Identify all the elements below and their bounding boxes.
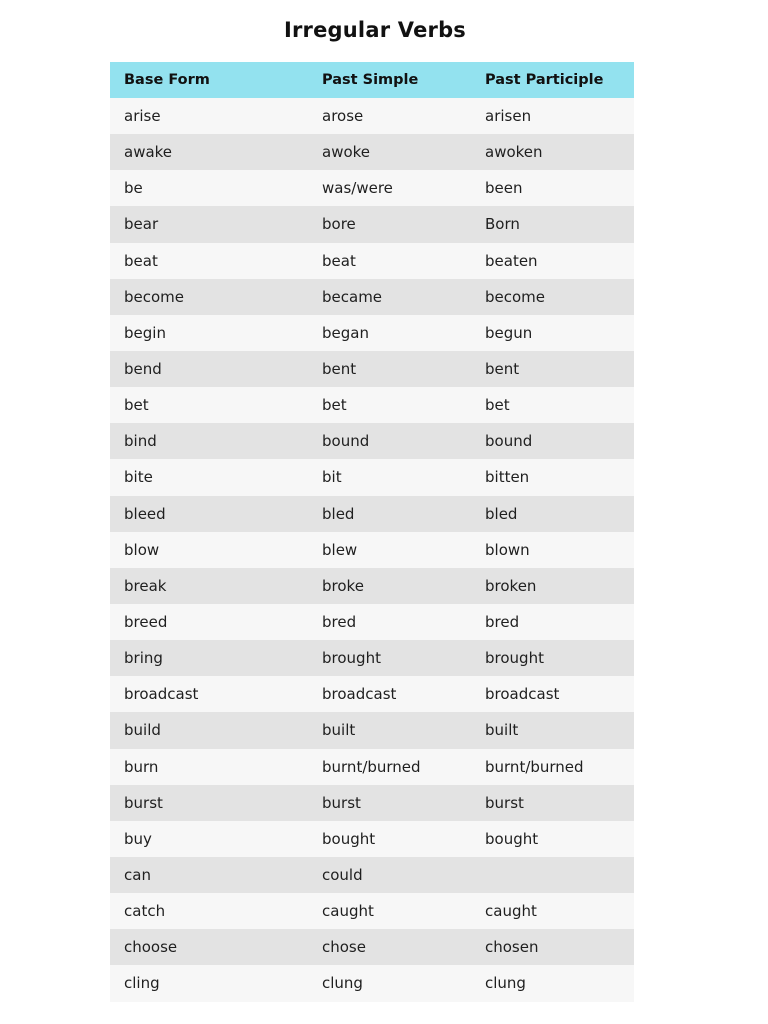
cell-base-form: be bbox=[110, 170, 308, 206]
cell-past-simple: could bbox=[308, 857, 471, 893]
cell-base-form: blow bbox=[110, 532, 308, 568]
table-row bbox=[110, 821, 634, 857]
cell-past-simple: caught bbox=[308, 893, 471, 929]
cell-base-form: bite bbox=[110, 459, 308, 495]
cell-past-simple: brought bbox=[308, 640, 471, 676]
table-row bbox=[110, 459, 634, 495]
table-row bbox=[110, 423, 634, 459]
cell-past-participle: built bbox=[471, 712, 634, 748]
cell-base-form: awake bbox=[110, 134, 308, 170]
table-body bbox=[110, 98, 634, 1002]
cell-past-participle: bitten bbox=[471, 459, 634, 495]
table-row bbox=[110, 568, 634, 604]
cell-past-simple: awoke bbox=[308, 134, 471, 170]
cell-base-form: cling bbox=[110, 965, 308, 1001]
irregular-verbs-table bbox=[110, 62, 634, 1002]
table-row bbox=[110, 351, 634, 387]
cell-past-participle: broadcast bbox=[471, 676, 634, 712]
cell-past-simple: bred bbox=[308, 604, 471, 640]
cell-base-form: catch bbox=[110, 893, 308, 929]
table-row bbox=[110, 712, 634, 748]
cell-past-participle: caught bbox=[471, 893, 634, 929]
cell-base-form: buy bbox=[110, 821, 308, 857]
cell-past-simple: bit bbox=[308, 459, 471, 495]
cell-past-simple: bet bbox=[308, 387, 471, 423]
cell-past-simple: blew bbox=[308, 532, 471, 568]
cell-base-form: begin bbox=[110, 315, 308, 351]
cell-base-form: burst bbox=[110, 785, 308, 821]
cell-past-participle: chosen bbox=[471, 929, 634, 965]
cell-past-participle: begun bbox=[471, 315, 634, 351]
cell-past-simple: bent bbox=[308, 351, 471, 387]
cell-past-participle: awoken bbox=[471, 134, 634, 170]
table-row bbox=[110, 98, 634, 134]
cell-past-participle: bet bbox=[471, 387, 634, 423]
cell-past-simple: built bbox=[308, 712, 471, 748]
cell-base-form: bear bbox=[110, 206, 308, 242]
table-row bbox=[110, 387, 634, 423]
table-row bbox=[110, 749, 634, 785]
table-row bbox=[110, 929, 634, 965]
cell-base-form: bleed bbox=[110, 496, 308, 532]
table-row bbox=[110, 676, 634, 712]
cell-base-form: breed bbox=[110, 604, 308, 640]
cell-base-form: bet bbox=[110, 387, 308, 423]
cell-past-simple: arose bbox=[308, 98, 471, 134]
cell-past-participle: brought bbox=[471, 640, 634, 676]
cell-past-participle: burnt/burned bbox=[471, 749, 634, 785]
cell-base-form: arise bbox=[110, 98, 308, 134]
header-past-simple: Past Simple bbox=[308, 62, 471, 98]
table-row bbox=[110, 532, 634, 568]
cell-past-simple: bought bbox=[308, 821, 471, 857]
cell-base-form: can bbox=[110, 857, 308, 893]
table-row bbox=[110, 243, 634, 279]
cell-past-simple: bore bbox=[308, 206, 471, 242]
cell-base-form: bind bbox=[110, 423, 308, 459]
table-row bbox=[110, 965, 634, 1001]
cell-past-simple: broke bbox=[308, 568, 471, 604]
cell-past-participle: been bbox=[471, 170, 634, 206]
table-row bbox=[110, 785, 634, 821]
table-header-row bbox=[110, 62, 634, 98]
cell-past-simple: broadcast bbox=[308, 676, 471, 712]
table-row bbox=[110, 170, 634, 206]
cell-past-participle: clung bbox=[471, 965, 634, 1001]
cell-past-simple: burst bbox=[308, 785, 471, 821]
cell-past-simple: was/were bbox=[308, 170, 471, 206]
cell-past-participle: burst bbox=[471, 785, 634, 821]
table-row bbox=[110, 315, 634, 351]
cell-base-form: become bbox=[110, 279, 308, 315]
header-base-form: Base Form bbox=[110, 62, 308, 98]
cell-base-form: choose bbox=[110, 929, 308, 965]
cell-past-simple: bound bbox=[308, 423, 471, 459]
page-title: Irregular Verbs bbox=[283, 18, 467, 42]
cell-base-form: bend bbox=[110, 351, 308, 387]
cell-past-participle: beaten bbox=[471, 243, 634, 279]
cell-base-form: bring bbox=[110, 640, 308, 676]
cell-past-participle: bound bbox=[471, 423, 634, 459]
cell-past-participle: blown bbox=[471, 532, 634, 568]
cell-past-simple: began bbox=[308, 315, 471, 351]
cell-past-simple: bled bbox=[308, 496, 471, 532]
cell-past-participle: arisen bbox=[471, 98, 634, 134]
cell-past-participle: bent bbox=[471, 351, 634, 387]
table-row bbox=[110, 857, 634, 893]
cell-past-participle bbox=[471, 857, 634, 893]
cell-base-form: build bbox=[110, 712, 308, 748]
cell-past-simple: beat bbox=[308, 243, 471, 279]
cell-past-participle: become bbox=[471, 279, 634, 315]
cell-past-simple: became bbox=[308, 279, 471, 315]
table-row bbox=[110, 496, 634, 532]
table-row bbox=[110, 893, 634, 929]
cell-base-form: break bbox=[110, 568, 308, 604]
table-row bbox=[110, 279, 634, 315]
cell-past-participle: bred bbox=[471, 604, 634, 640]
table-row bbox=[110, 604, 634, 640]
cell-past-simple: chose bbox=[308, 929, 471, 965]
cell-base-form: beat bbox=[110, 243, 308, 279]
cell-base-form: broadcast bbox=[110, 676, 308, 712]
cell-past-participle: bought bbox=[471, 821, 634, 857]
cell-past-simple: clung bbox=[308, 965, 471, 1001]
cell-past-participle: Born bbox=[471, 206, 634, 242]
cell-past-participle: broken bbox=[471, 568, 634, 604]
table-row bbox=[110, 640, 634, 676]
header-past-participle: Past Participle bbox=[471, 62, 634, 98]
cell-base-form: burn bbox=[110, 749, 308, 785]
cell-past-simple: burnt/burned bbox=[308, 749, 471, 785]
cell-past-participle: bled bbox=[471, 496, 634, 532]
table-row bbox=[110, 134, 634, 170]
table-row bbox=[110, 206, 634, 242]
